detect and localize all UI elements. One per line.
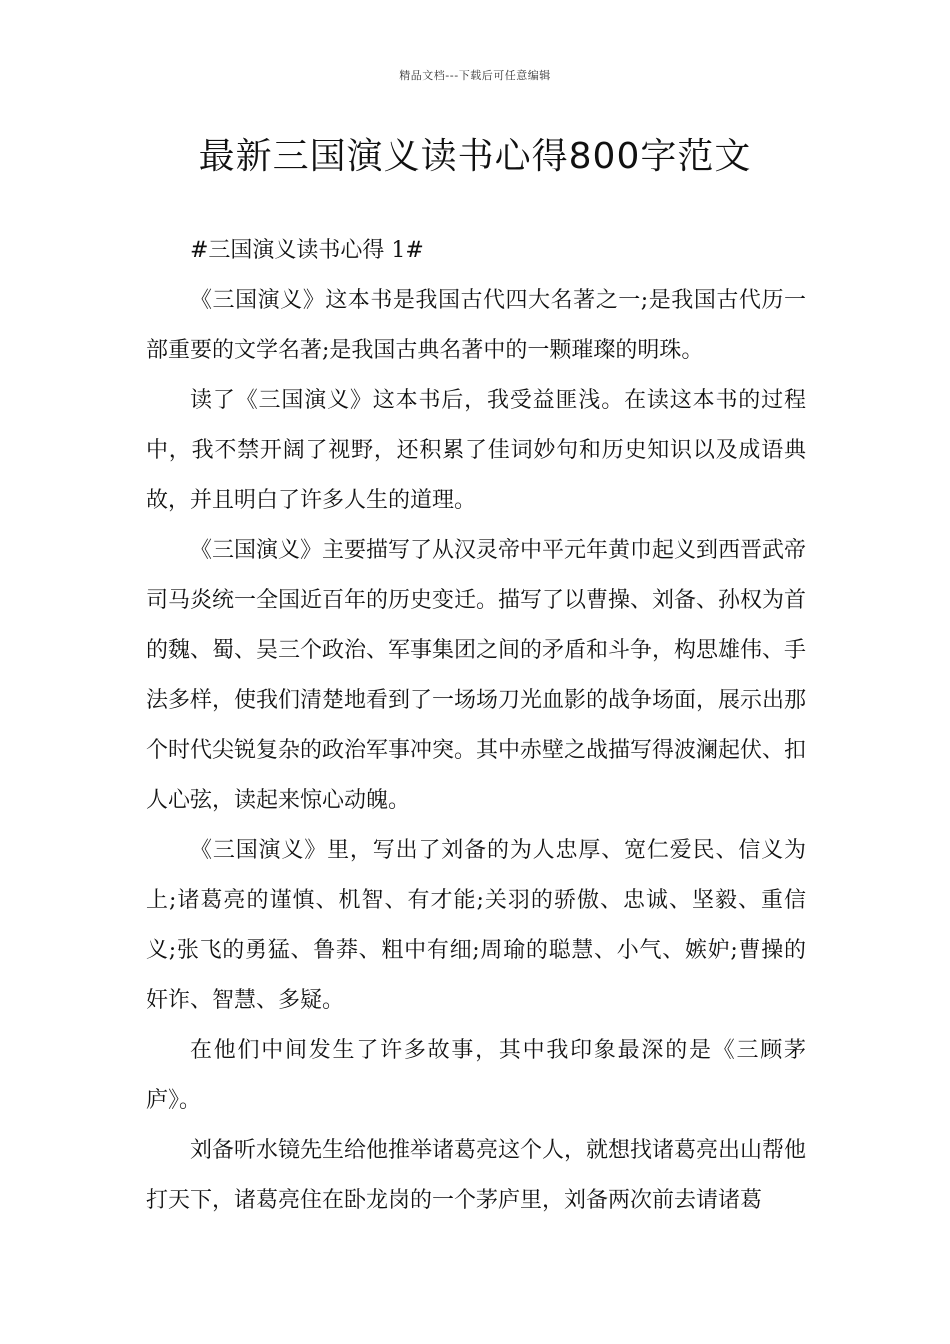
paragraph: 在他们中间发生了许多故事，其中我印象最深的是《三顾茅庐》。 [146, 1038, 806, 1113]
paragraph: 《三国演义》主要描写了从汉灵帝中平元年黄巾起义到西晋武帝司马炎统一全国近百年的历史变迁。描写了以曹操、刘备、孙权为首的魏、蜀、吴三个政治、军事集团之间的矛盾和斗争，构思雄伟、手法多样，使我们清楚地看到了一场场刀光血影的战争场面，展示出那个时代尖锐复杂的政治军事冲突。其中赤壁之战描写得波澜起伏、扣人心弦，读起来惊心动魄。 [146, 538, 807, 813]
paragraph: 刘备听水镜先生给他推举诸葛亮这个人，就想找诸葛亮出山帮他打天下，诸葛亮住在卧龙岗的一个茅庐里，刘备两次前去请诸葛 [146, 1138, 807, 1213]
paragraph: 《三国演义》这本书是我国古代四大名著之一;是我国古代历一部重要的文学名著;是我国古典名著中的一颗璀璨的明珠。 [146, 288, 806, 363]
section-heading: #三国演义读书心得 1# [190, 238, 424, 263]
document-title: 最新三国演义读书心得800字范文 [198, 136, 752, 177]
paragraph: 《三国演义》里，写出了刘备的为人忠厚、宽仁爱民、信义为上;诸葛亮的谨慎、机智、有才能;关羽的骄傲、忠诚、坚毅、重信义;张飞的勇猛、鲁莽、粗中有细;周瑜的聪慧、小气、嫉妒;曹操的奸诈、智慧、多疑。 [146, 838, 806, 1013]
paragraph: 读了《三国演义》这本书后，我受益匪浅。在读这本书的过程中，我不禁开阔了视野，还积累了佳词妙句和历史知识以及成语典故，并且明白了许多人生的道理。 [146, 388, 806, 513]
document-body [146, 226, 806, 1226]
header-note: 精品文档---下载后可任意编辑 [399, 69, 551, 82]
